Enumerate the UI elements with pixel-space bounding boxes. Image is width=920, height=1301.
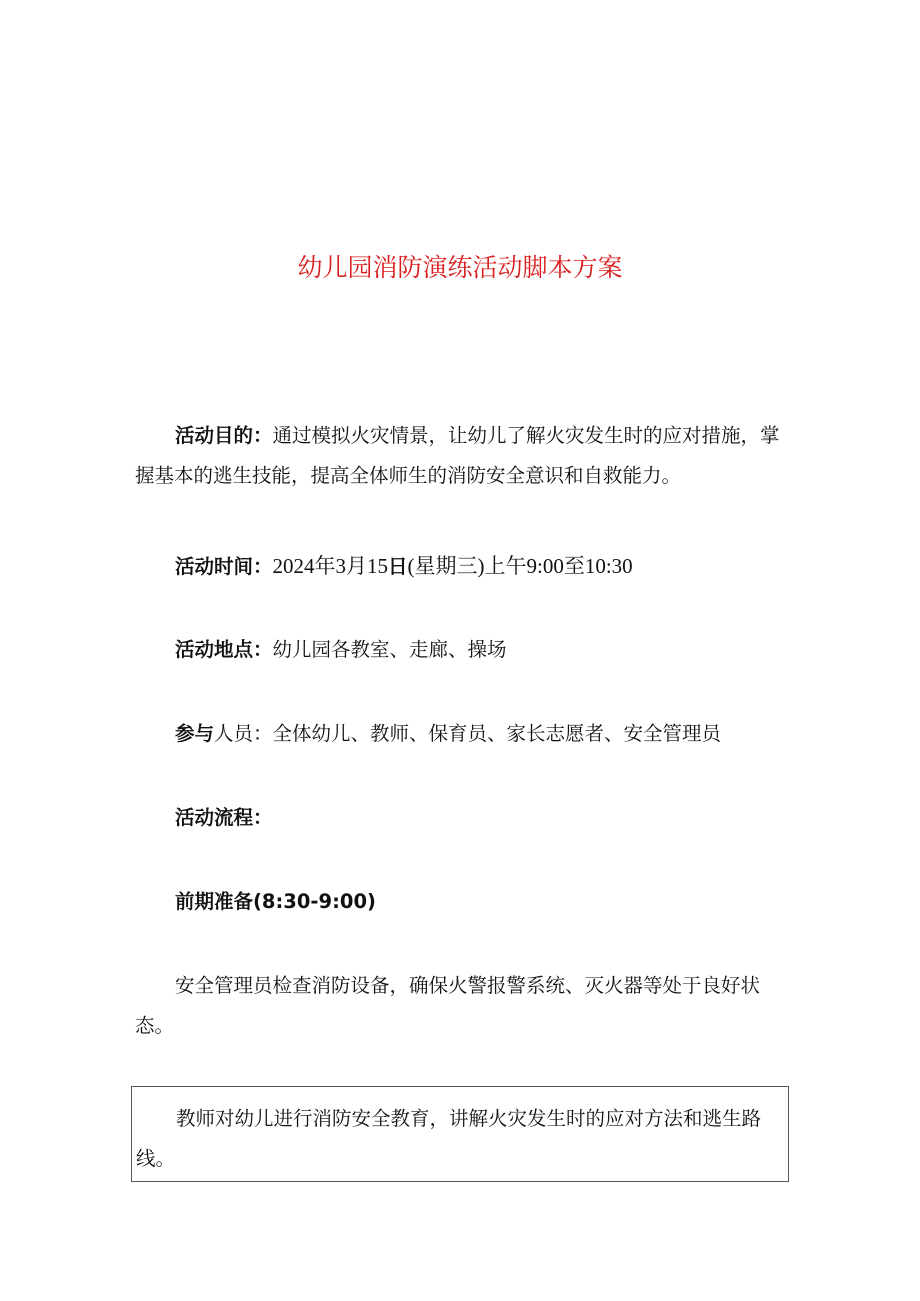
time-text-day: 日 [388,555,408,578]
purpose-paragraph [135,416,795,496]
purpose-text: 通过模拟火灾情景，让幼儿了解火灾发生时的应对措施，掌握基本的逃生技能，提高全体师生的消防安全意识和自救能力。 [135,424,780,487]
process-paragraph [135,798,795,838]
prep-heading [135,882,795,922]
place-label: 活动地点： [175,638,273,661]
time-paragraph [135,546,795,587]
participants-paragraph [135,714,795,754]
document-title: 幼儿园消防演练活动脚本方案 [297,253,623,282]
purpose-label: 活动目的： [175,424,273,447]
participants-text: 人员：全体幼儿、教师、保育员、家长志愿者、安全管理员 [214,722,722,745]
prep-heading-text: 前期准备(8:30-9:00) [175,890,376,913]
time-text-range: (星期三)上午9:00至10:30 [407,554,633,578]
process-label: 活动流程： [175,806,273,829]
place-text: 幼儿园各教室、走廊、操场 [272,638,507,661]
place-paragraph [135,630,795,670]
prep-item-2: 教师对幼儿进行消防安全教育，讲解火灾发生时的应对方法和逃生路线。 [136,1107,762,1170]
prep-item-1: 安全管理员检查消防设备，确保火警报警系统、灭火器等处于良好状态。 [135,974,761,1037]
participants-label: 参与 [175,722,215,745]
time-label: 活动时间： [175,555,273,578]
time-text-date: 2024年3月15 [272,554,389,578]
highlighted-box [131,1086,789,1182]
